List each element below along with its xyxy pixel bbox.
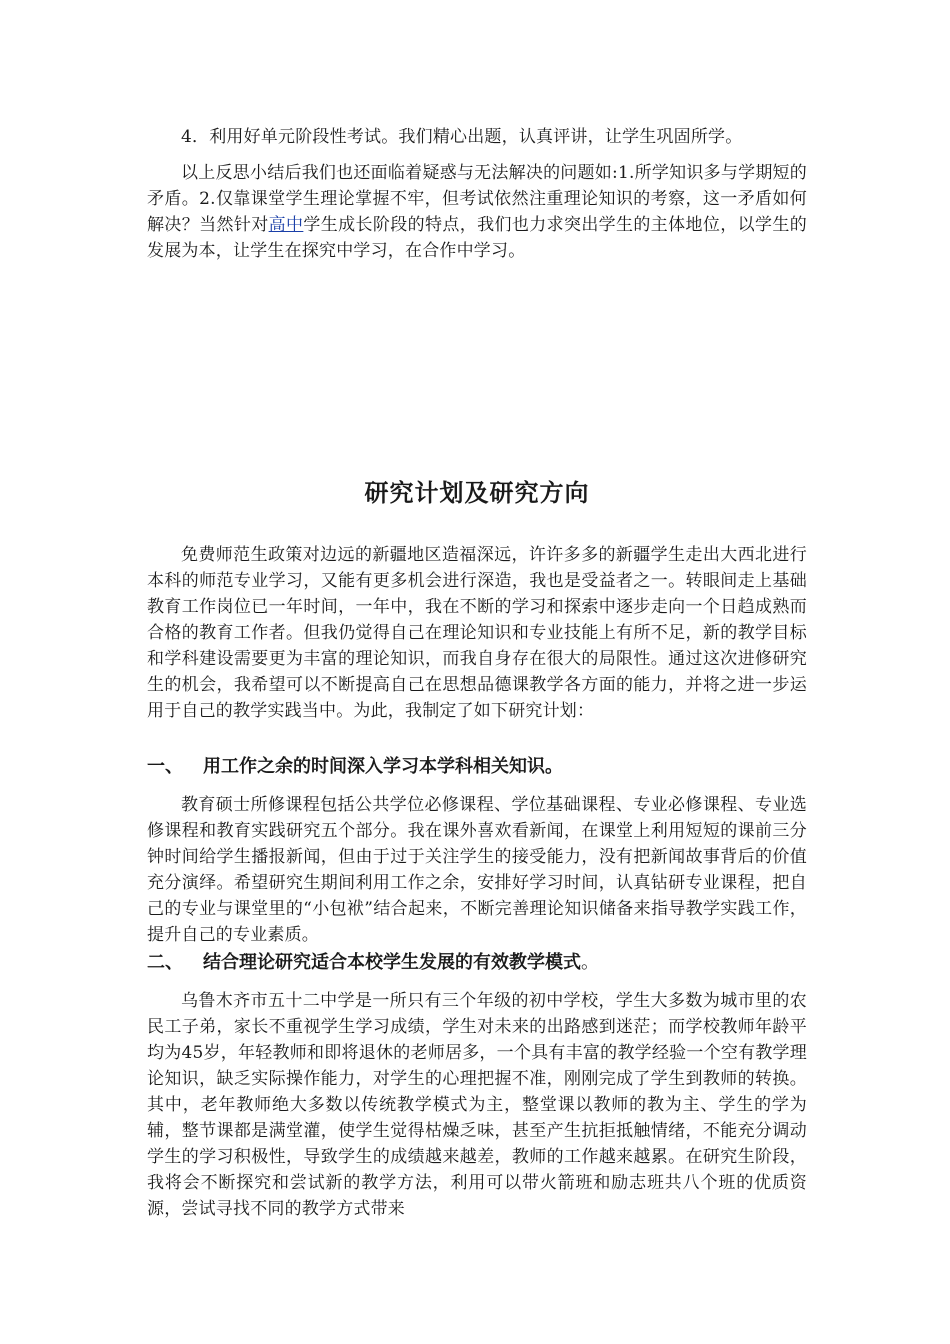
section-1-paragraph: 教育硕士所修课程包括公共学位必修课程、学位基础课程、专业必修课程、专业选修课程和教育实践研究五个部分。我在课外喜欢看新闻，在课堂上利用短短的课前三分钟时间给学生播报新闻，但由于过于关注学生的接受能力，没有把新闻故事背后的价值充分演绎。希望研究生期间利用工作之余，安排好学习时间，认真钻研专业课程，把自己的专业与课堂里的“小包袱”结合起来，不断完善理论知识储备来指导教学实践工作，提升自己的专业素质。 bbox=[147, 795, 807, 945]
section-1-number: 一、 bbox=[147, 756, 183, 777]
section-2-body bbox=[147, 988, 807, 1222]
intro-paragraph: 免费师范生政策对边远的新疆地区造福深远，许许多多的新疆学生走出大西北进行本科的师范专业学习，又能有更多机会进行深造，我也是受益者之一。转眼间走上基础教育工作岗位已一年时间，一年中，我在不断的学习和探索中逐步走向一个日趋成熟而合格的教育工作者。但我仍觉得自己在理论知识和专业技能上有所不足，新的教学目标和学科建设需要更为丰富的理论知识，而我自身存在很大的局限性。通过这次进修研究生的机会，我希望可以不断提高自己在思想品德课教学各方面的能力，并将之进一步运用于自己的教学实践当中。为此，我制定了如下研究计划： bbox=[147, 545, 807, 721]
high-school-link[interactable]: 高中 bbox=[268, 215, 304, 235]
reflection-text-end: 学生成长阶段的特点，我们也力求突出学生的主体地位，以学生的发展为本，让学生在探究中学习，在合作中学习。 bbox=[147, 215, 807, 261]
section-2-number: 二、 bbox=[147, 952, 183, 973]
section-2-heading-tail: 。 bbox=[581, 952, 599, 973]
reflection-text-start: 以上反思小结后我们也还面临着疑惑与无法解决的问题如:1.所学知识多与学期短的矛盾。2.仅靠课堂学生理论掌握不牢，但考试依然注重理论知识的考察，这一矛盾如何解决？当然针对 bbox=[147, 163, 807, 235]
page-title: 研究计划及研究方向 bbox=[364, 479, 590, 507]
section-2-paragraph: 乌鲁木齐市五十二中学是一所只有三个年级的初中学校，学生大多数为城市里的农民工子弟，家长不重视学生学习成绩，学生对未来的出路感到迷茫；而学校教师年龄平均为45岁，年轻教师和即将退休的老师居多，一个具有丰富的教学经验一个空有教学理论知识，缺乏实际操作能力，对学生的心理把握不准，刚刚完成了学生到教师的转换。其中，老年教师绝大多数以传统教学模式为主，整堂课以教师的教为主、学生的学为辅，整节课都是满堂灌，使学生觉得枯燥乏味，甚至产生抗拒抵触情绪，不能充分调动学生的学习积极性，导致学生的成绩越来越差，教师的工作越来越累。在研究生阶段，我将会不断探究和尝试新的教学方法，利用可以带火箭班和励志班共八个班的优质资源，尝试寻找不同的教学方式带来 bbox=[147, 991, 807, 1219]
item-4-paragraph: 4．利用好单元阶段性考试。我们精心出题，认真评讲，让学生巩固所学。 bbox=[181, 127, 743, 147]
reflection-paragraph bbox=[147, 160, 807, 264]
section-2-heading-text: 结合理论研究适合本校学生发展的有效教学模式 bbox=[203, 952, 581, 973]
section-2-heading bbox=[147, 950, 807, 976]
intro-section bbox=[147, 542, 807, 724]
section-1-heading-text: 用工作之余的时间深入学习本学科相关知识。 bbox=[203, 756, 563, 777]
section-1-body bbox=[147, 792, 807, 948]
top-section bbox=[147, 124, 807, 264]
section-1-heading bbox=[147, 754, 807, 780]
